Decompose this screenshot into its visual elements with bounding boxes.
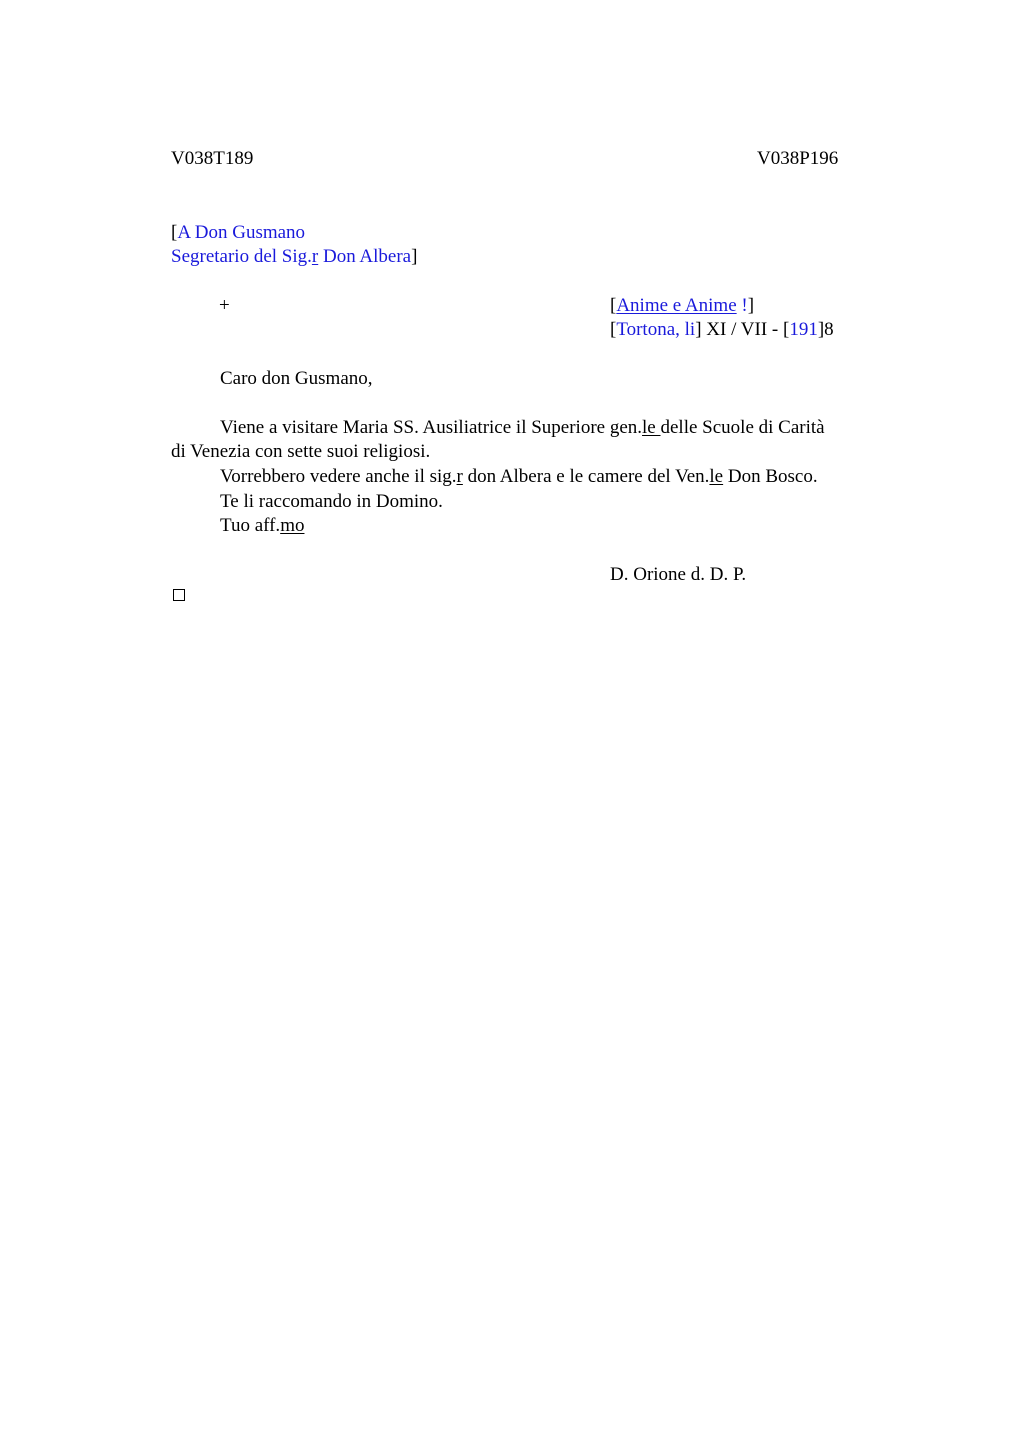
body-paragraph-2: Vorrebbero vedere anche il sig.r don Albera e le camere del Ven.le Don Bosco. [220, 466, 818, 487]
document-code-left: V038T189 [171, 148, 254, 169]
recipient-name: A Don Gusmano [177, 222, 306, 243]
motto-link[interactable]: Anime e Anime [616, 295, 737, 316]
motto-line: [Anime e Anime !] [610, 295, 755, 316]
signature: D. Orione d. D. P. [610, 564, 747, 585]
salutation: Caro don Gusmano, [220, 368, 373, 389]
year-prefix: 191 [789, 319, 818, 340]
document-code-right: V038P196 [757, 148, 839, 169]
body-paragraph-1-line-2: di Venezia con sette suoi religiosi. [171, 441, 431, 462]
end-marker-box-icon [173, 589, 185, 601]
address-line-1: [A Don Gusmano [171, 222, 306, 243]
body-paragraph-3: Te li raccomando in Domino. [220, 491, 443, 512]
date-line: [Tortona, li] XI / VII - [191]8 [610, 319, 834, 340]
closing: Tuo aff.mo [220, 515, 305, 536]
cross-symbol: + [219, 295, 230, 316]
place: Tortona, li [616, 319, 696, 340]
address-line-2: Segretario del Sig.r Don Albera] [171, 246, 418, 267]
body-paragraph-1-line-1: Viene a visitare Maria SS. Ausiliatrice il Superiore gen.le delle Scuole di Carità [220, 417, 825, 438]
